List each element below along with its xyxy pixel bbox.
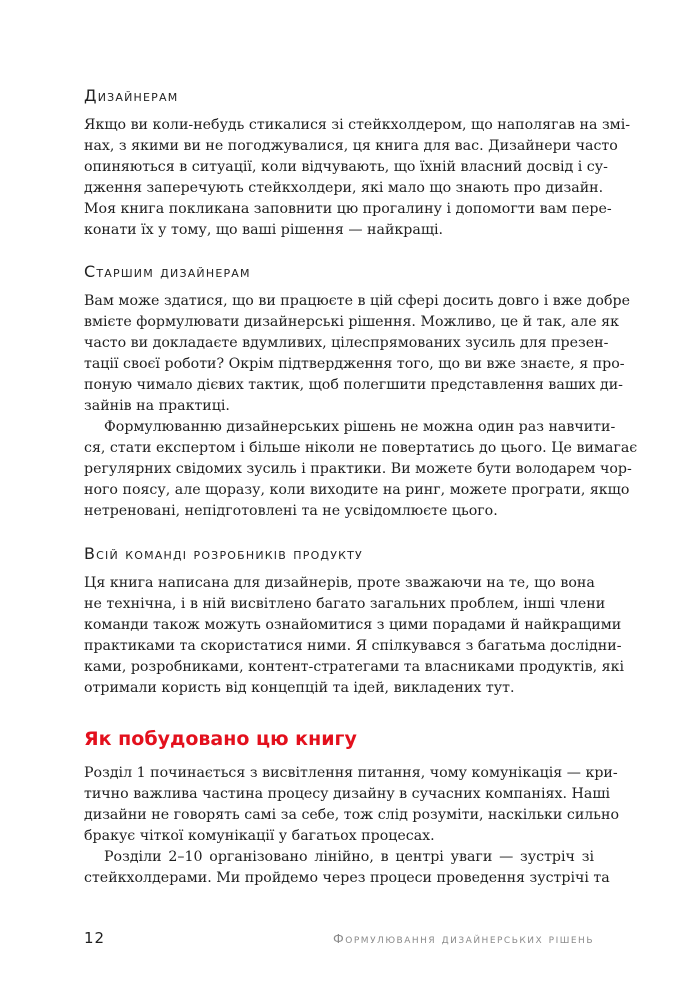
text-line: вмієте формулювати дизайнерські рішення. Можливо, це й так, але як xyxy=(84,314,619,330)
section-heading-senior-designers: Старшим дизайнерам xyxy=(84,262,251,281)
text-line: Ця книга написана для дизайнерів, проте зважаючи на те, що вона xyxy=(84,575,595,591)
running-title: Формулювання дизайнерських рішень xyxy=(333,931,594,946)
text-line: ного поясу, але щоразу, коли виходите на ринг, можете програти, якщо xyxy=(84,482,630,498)
text-line: Розділ 1 починається з висвітлення питання, чому комунікація — кри- xyxy=(84,765,618,781)
paragraph-book-structure-1 xyxy=(84,763,620,847)
text-line: не технічна, і в ній висвітлено багато загальних проблем, інші члени xyxy=(84,596,606,612)
paragraph-senior-designers-1 xyxy=(84,291,630,417)
text-line: Моя книга покликана заповнити цю прогалину і допомогти вам пере- xyxy=(84,201,612,217)
text-line: стейкхолдерами. Ми пройдемо через процеси проведення зустрічі та xyxy=(84,870,610,886)
text-line: ками, розробниками, контент-стратегами та власниками продуктів, які xyxy=(84,659,625,675)
text-line: Вам може здатися, що ви працюєте в цій сфері досить довго і вже добре xyxy=(84,293,630,309)
chapter-heading: Як побудовано цю книгу xyxy=(84,728,357,750)
text-line: ся, стати експертом і більше ніколи не повертатись до цього. Це вимагає xyxy=(84,440,638,456)
text-line: зайнів на практиці. xyxy=(84,398,230,414)
text-line: Формулюванню дизайнерських рішень не можна один раз навчити- xyxy=(104,419,616,435)
text-line: Розділи 2–10 організовано лінійно, в центрі уваги — зустріч зі xyxy=(104,849,594,865)
text-line: практиками та скористатися ними. Я спілкувався з багатьма дослідни- xyxy=(84,638,622,654)
paragraph-book-structure-2 xyxy=(84,847,610,889)
text-line: опиняються в ситуації, коли відчувають, що їхній власний досвід і су- xyxy=(84,159,608,175)
section-heading-designers: Дизайнерам xyxy=(84,86,179,105)
text-line: отримали користь від концепцій та ідей, викладених тут. xyxy=(84,680,515,696)
text-line: Якщо ви коли-небудь стикалися зі стейкхолдером, що наполягав на змі- xyxy=(84,117,631,133)
text-line: дизайни не говорять самі за себе, тож слід розуміти, наскільки сильно xyxy=(84,807,620,823)
text-line: тації своєї роботи? Окрім підтвердження того, що ви вже знаєте, я про- xyxy=(84,356,625,372)
text-line: регулярних свідомих зусиль і практики. Ви можете бути володарем чор- xyxy=(84,461,632,477)
text-line: конати їх у тому, що ваші рішення — найкращі. xyxy=(84,222,444,238)
text-line: часто ви докладаєте вдумливих, цілеспрямованих зусиль для презен- xyxy=(84,335,609,351)
text-line: поную чимало дієвих тактик, щоб полегшити представлення ваших ди- xyxy=(84,377,623,393)
text-line: тично важлива частина процесу дизайну в сучасних компаніях. Наші xyxy=(84,786,611,802)
paragraph-product-team xyxy=(84,573,625,699)
text-line: бракує чіткої комунікації у багатьох процесах. xyxy=(84,828,435,844)
text-line: нетреновані, непідготовлені та не усвідомлюєте цього. xyxy=(84,503,498,519)
page-number: 12 xyxy=(84,929,106,947)
paragraph-designers xyxy=(84,115,631,241)
paragraph-senior-designers-2 xyxy=(84,417,638,522)
text-line: дження заперечують стейкхолдери, які мало що знають про дизайн. xyxy=(84,180,604,196)
text-line: нах, з якими ви не погоджувалися, ця книга для вас. Дизайнери часто xyxy=(84,138,618,154)
section-heading-product-team: Всій команді розробників продукту xyxy=(84,544,363,563)
text-line: команди також можуть ознайомитися з цими порадами й найкращими xyxy=(84,617,622,633)
